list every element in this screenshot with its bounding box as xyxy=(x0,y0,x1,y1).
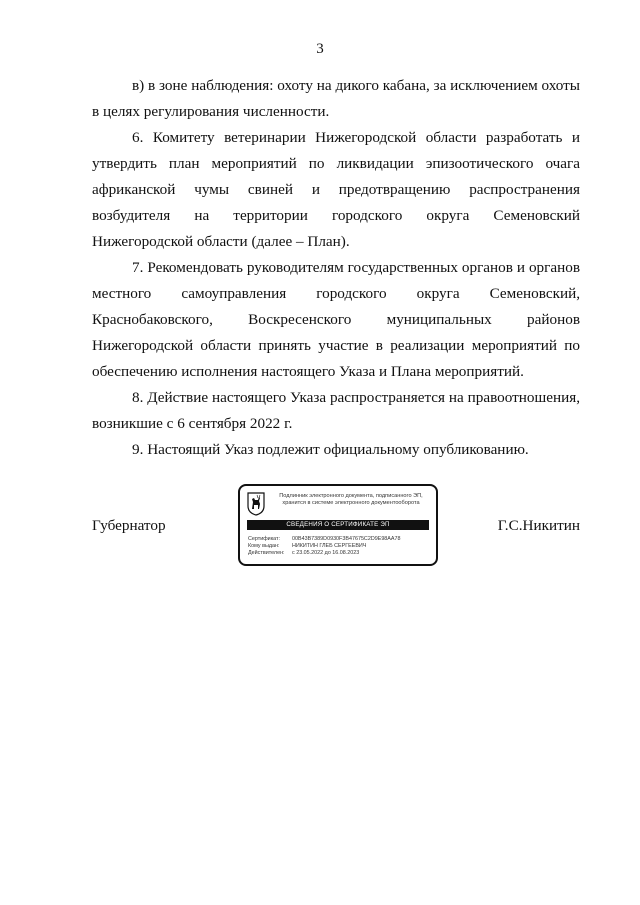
paragraph-item-6: 6. Комитету ветеринарии Нижегородской области разработать и утвердить план мероприятий по ликвидации эпизоотического очага африканской чумы свиней и предотвращению распространения возбудителя на территории городского округа Семеновский Нижегородской области (далее – План). xyxy=(92,129,580,250)
validity-label: Действителен: xyxy=(248,550,285,556)
page-number: 3 xyxy=(316,41,324,57)
issued-to-row xyxy=(248,543,434,550)
paragraph-item-7: 7. Рекомендовать руководителям государственных органов и органов местного самоуправления городского округа Семеновский, Краснобаковского, Воскресенского муниципальных районов Нижегородской области принять участие в реализации мероприятий по обеспечению исполнения настоящего Указа и Плана мероприятий. xyxy=(92,259,580,380)
stamp-details xyxy=(248,536,434,557)
decree-body xyxy=(92,73,580,463)
signature-block xyxy=(92,484,580,570)
validity-row xyxy=(248,550,434,557)
signer-name: Г.С.Никитин xyxy=(497,517,580,534)
issued-to-label: Кому выдан: xyxy=(248,543,280,549)
paragraph-hunting-restriction: в) в зоне наблюдения: охоту на дикого кабана, за исключением охоты в целях регулирования численности. xyxy=(92,77,580,120)
stamp-header: СВЕДЕНИЯ О СЕРТИФИКАТЕ ЭП xyxy=(247,520,429,530)
certificate-label: Сертификат: xyxy=(248,536,281,542)
electronic-signature-stamp xyxy=(238,484,438,566)
issued-to-value: НИКИТИН ГЛЕБ СЕРГЕЕВИЧ xyxy=(292,543,367,549)
paragraph-item-8: 8. Действие настоящего Указа распространяется на правоотношения, возникшие с 6 сентября 2022 г. xyxy=(92,389,580,432)
certificate-row xyxy=(248,536,434,543)
paragraph-item-9: 9. Настоящий Указ подлежит официальному опубликованию. xyxy=(132,441,529,458)
certificate-value: 00B43B7389D0930F3B47675C2D9E98AA78 xyxy=(292,536,401,542)
validity-value: с 23.05.2022 до 16.08.2023 xyxy=(292,550,360,556)
stamp-notice-text: Подлинник электронного документа, подписанного ЭП, хранится в системе электронного документооборота xyxy=(279,493,423,506)
signer-position: Губернатор xyxy=(92,517,166,534)
coat-of-arms-icon xyxy=(247,492,265,516)
